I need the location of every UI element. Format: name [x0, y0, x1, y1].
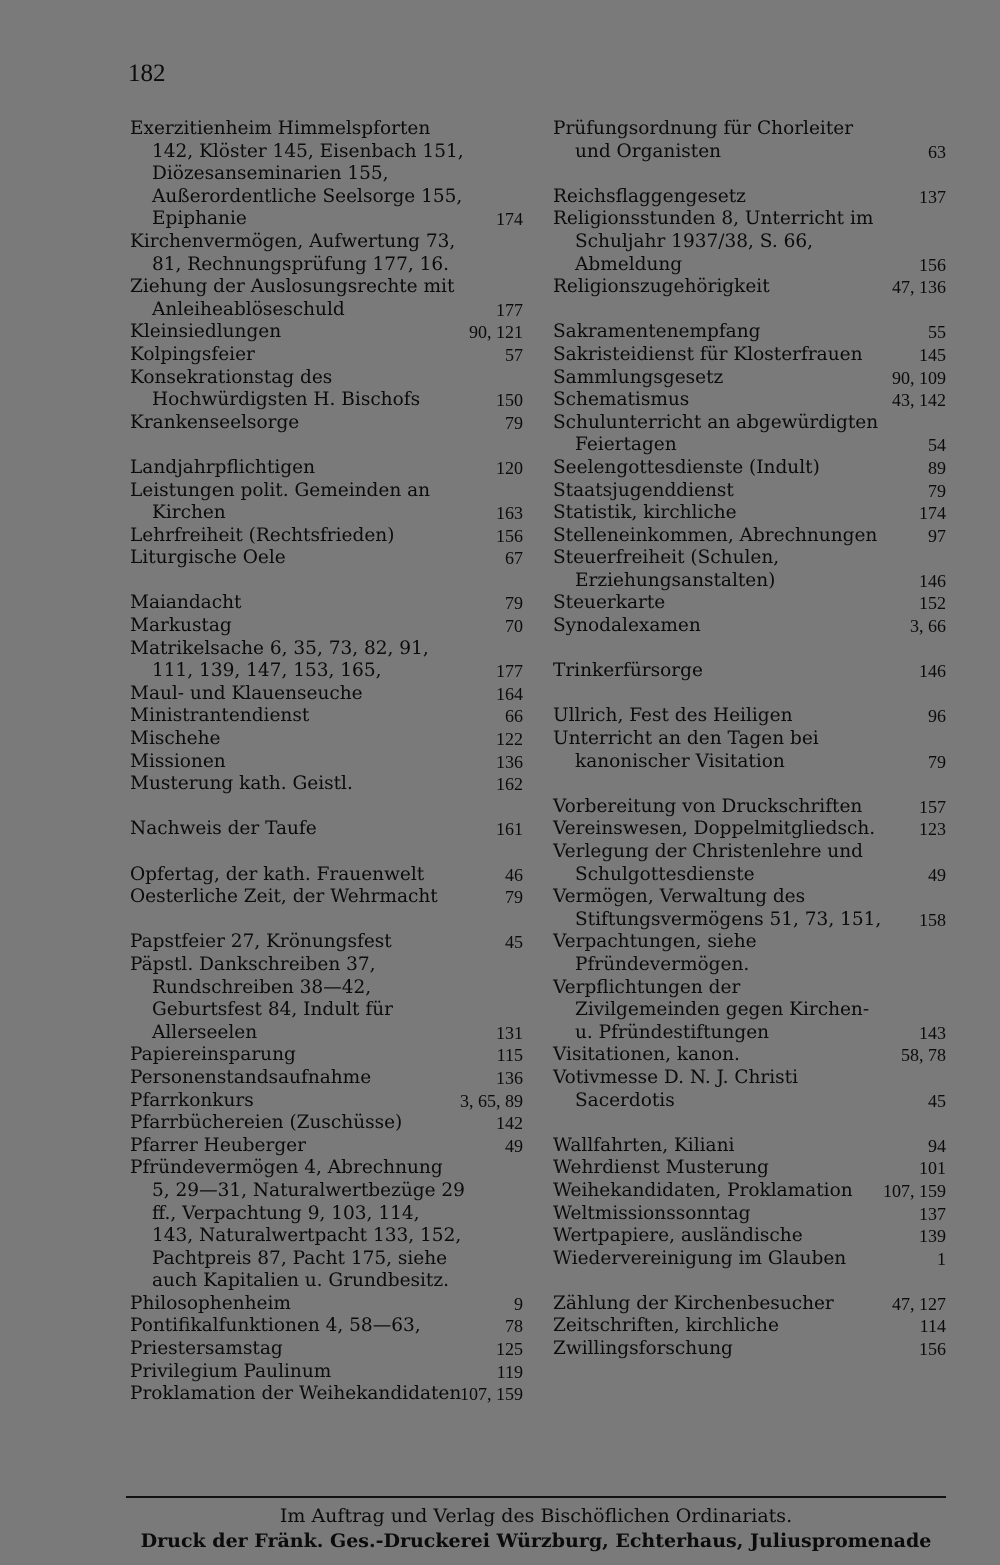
index-entry	[130, 1315, 523, 1338]
index-entry-term: Markustag	[130, 615, 232, 637]
index-entry-term: Wertpapiere, ausländische	[553, 1225, 803, 1247]
index-entry	[130, 818, 523, 841]
index-entry-term: Priestersamstag	[130, 1338, 283, 1360]
page-number: 182	[128, 60, 166, 87]
index-entry-pages: 67	[505, 548, 523, 569]
index-entry-term: Wallfahrten, Kiliani	[553, 1134, 735, 1156]
index-entry-pages: 163	[496, 503, 523, 524]
index-entry-term: Staatsjugenddienst	[553, 479, 734, 501]
index-entry-term: Ziehung der Auslosungsrechte mit Anleiheablöseschuld	[130, 276, 455, 320]
index-entry	[130, 1293, 523, 1316]
index-entry-pages: 94	[928, 1135, 946, 1156]
index-entry-term: Mischehe	[130, 728, 221, 750]
index-entry-pages: 114	[919, 1316, 946, 1337]
index-entry	[130, 638, 523, 683]
index-entry-term: Verpflichtungen der Zivilgemeinden gegen Kirchen- u. Pfründestiftungen	[553, 976, 870, 1043]
index-entry-term: Matrikelsache 6, 35, 73, 82, 91, 111, 139, 147, 153, 165,	[130, 637, 429, 682]
index-entry-pages: 78	[505, 1316, 523, 1337]
index-entry-term: Maiandacht	[130, 592, 242, 614]
index-gap	[553, 683, 946, 706]
index-entry	[130, 547, 523, 570]
index-entry-pages: 97	[928, 525, 946, 546]
index-entry-pages: 156	[496, 525, 523, 546]
index-entry	[130, 864, 523, 887]
index-entry	[130, 1338, 523, 1361]
index-entry-term: Privilegium Paulinum	[130, 1360, 332, 1382]
index-entry-term: Zählung der Kirchenbesucher	[553, 1292, 834, 1314]
index-gap	[553, 1270, 946, 1293]
index-entry-term: Pfarrer Heuberger	[130, 1134, 306, 1156]
index-entry	[553, 931, 946, 976]
index-entry	[130, 321, 523, 344]
footer-publisher-line: Im Auftrag und Verlag des Bischöflichen Ordinariats.	[279, 1505, 793, 1527]
index-entry-pages: 162	[496, 774, 523, 795]
index-entry-pages: 177	[496, 299, 523, 320]
index-entry-pages: 70	[505, 616, 523, 637]
index-entry-term: Maul- und Klauenseuche	[130, 682, 363, 704]
index-entry	[553, 276, 946, 299]
index-entry-pages: 164	[496, 683, 523, 704]
index-entry-pages: 90, 109	[892, 367, 946, 388]
index-entry	[553, 1248, 946, 1271]
index-entry-term: Lehrfreiheit (Rechtsfrieden)	[130, 524, 395, 546]
index-entry-pages: 49	[928, 864, 946, 885]
index-entry-pages: 156	[919, 1339, 946, 1360]
index-entry	[130, 480, 523, 525]
index-entry	[130, 773, 523, 796]
index-entry-pages: 107, 159	[883, 1180, 946, 1201]
index-entry	[553, 412, 946, 457]
index-entry	[553, 886, 946, 931]
index-entry-pages: 156	[919, 254, 946, 275]
index-entry-pages: 3, 66	[910, 616, 946, 637]
index-entry	[130, 592, 523, 615]
index-entry-pages: 79	[505, 887, 523, 908]
index-entry-term: Kolpingsfeier	[130, 343, 255, 365]
index-entry-pages: 57	[505, 344, 523, 365]
index-entry-pages: 107, 159	[460, 1384, 523, 1405]
index-entry-pages: 119	[496, 1361, 523, 1382]
index-entry-pages: 79	[928, 480, 946, 501]
index-entry-pages: 79	[928, 751, 946, 772]
index-entry-term: Prüfungsordnung für Chorleiter und Organisten	[553, 118, 854, 162]
index-entry	[553, 660, 946, 683]
index-entry-term: Kirchenvermögen, Aufwertung 73, 81, Rechnungsprüfung 177, 16.	[130, 230, 456, 275]
index-entry-term: Opfertag, der kath. Frauenwelt	[130, 863, 425, 885]
index-entry-pages: 1	[937, 1248, 946, 1269]
index-entry-term: Sammlungsgesetz	[553, 366, 724, 388]
index-entry-term: Statistik, kirchliche	[553, 502, 737, 524]
index-entry-term: Pontifikalfunktionen 4, 58—63,	[130, 1315, 421, 1337]
index-entry-term: Reichsflaggengesetz	[553, 185, 746, 207]
index-entry-term: Papiereinsparung	[130, 1044, 296, 1066]
index-entry-pages: 143	[919, 1022, 946, 1043]
index-entry-term: Verlegung der Christenlehre und Schulgottesdienste	[553, 841, 863, 885]
index-entry	[553, 1293, 946, 1316]
index-entry-term: Konsekrationstag des Hochwürdigsten H. Bischofs	[130, 366, 421, 411]
index-entry-term: Pfarrkonkurs	[130, 1089, 254, 1111]
index-entry	[130, 231, 523, 276]
index-entry-term: Pfründevermögen 4, Abrechnung 5, 29—31, Naturalwertbezüge 29 ff., Verpachtung 9, 103, 114, 143, Naturalwertpacht 133, 152, Pachtpreis 87, Pacht 175, siehe auch Kapitalien u. Grundbesitz.	[130, 1157, 465, 1292]
index-entry-pages: 46	[505, 864, 523, 885]
index-entry-pages: 174	[496, 209, 523, 230]
index-entry-term: Trinkerfürsorge	[553, 660, 703, 682]
index-entry-term: Vereinswesen, Doppelmitgliedsch.	[553, 818, 876, 840]
index-entry-pages: 45	[505, 932, 523, 953]
index-entry-term: Steuerfreiheit (Schulen, Erziehungsanstalten)	[553, 547, 780, 591]
index-entry-term: Pfarrbüchereien (Zuschüsse)	[130, 1112, 403, 1134]
index-entry-term: Schematismus	[553, 389, 690, 411]
index-entry-term: Musterung kath. Geistl.	[130, 773, 353, 795]
index-entry	[130, 1067, 523, 1090]
index-gap	[130, 570, 523, 593]
index-entry-pages: 131	[496, 1022, 523, 1043]
index-entry	[130, 367, 523, 412]
index-entry	[130, 118, 523, 231]
index-entry-term: Religionsstunden 8, Unterricht im Schuljahr 1937/38, S. 66, Abmeldung	[553, 208, 874, 275]
index-entry-pages: 47, 127	[892, 1293, 946, 1314]
index-entry	[553, 547, 946, 592]
index-entry-pages: 125	[496, 1339, 523, 1360]
index-entry-pages: 161	[496, 819, 523, 840]
index-entry	[130, 728, 523, 751]
index-gap	[130, 909, 523, 932]
index-entry	[130, 1090, 523, 1113]
index-entry-pages: 152	[919, 593, 946, 614]
index-entry	[130, 412, 523, 435]
index-entry	[130, 705, 523, 728]
index-entry-term: Oesterliche Zeit, der Wehrmacht	[130, 886, 438, 908]
index-entry-term: Philosophenheim	[130, 1292, 291, 1314]
index-entry	[553, 1338, 946, 1361]
index-entry-term: Exerzitienheim Himmelspforten 142, Klöster 145, Eisenbach 151, Diözesanseminarien 155, Außerordentliche Seelsorge 155, Epiphanie	[130, 118, 464, 230]
index-entry-term: Vorbereitung von Druckschriften	[553, 795, 863, 817]
index-entry-term: Krankenseelsorge	[130, 411, 300, 433]
index-entry	[130, 886, 523, 909]
index-entry	[130, 1383, 523, 1406]
index-entry-pages: 142	[496, 1113, 523, 1134]
index-entry-pages: 79	[505, 412, 523, 433]
index-entry-pages: 158	[919, 909, 946, 930]
index-entry-term: Unterricht an den Tagen bei kanonischer Visitation	[553, 728, 819, 772]
index-entry	[553, 186, 946, 209]
index-entry	[130, 683, 523, 706]
index-entry-pages: 45	[928, 1090, 946, 1111]
index-entry-pages: 79	[505, 593, 523, 614]
index-entry-term: Sakramentenempfang	[553, 321, 761, 343]
index-entry	[130, 1112, 523, 1135]
index-entry-pages: 115	[496, 1045, 523, 1066]
index-entry-term: Verpachtungen, siehe Pfründevermögen.	[553, 931, 757, 975]
index-entry-pages: 101	[919, 1158, 946, 1179]
index-entry-pages: 137	[919, 1203, 946, 1224]
index-entry	[553, 728, 946, 773]
index-entry	[130, 525, 523, 548]
index-entry-term: Schulunterricht an abgewürdigten Feiertagen	[553, 411, 879, 456]
index-entry-term: Leistungen polit. Gemeinden an Kirchen	[130, 479, 431, 524]
index-entry-term: Stelleneinkommen, Abrechnungen	[553, 524, 878, 546]
index-entry	[130, 1135, 523, 1158]
index-entry-term: Missionen	[130, 750, 226, 772]
index-gap	[553, 638, 946, 661]
index-entry	[130, 457, 523, 480]
index-entry	[553, 118, 946, 163]
index-entry-term: Liturgische Oele	[130, 547, 286, 569]
index-entry-pages: 177	[496, 661, 523, 682]
index-entry-pages: 9	[514, 1293, 523, 1314]
index-entry-pages: 145	[919, 344, 946, 365]
index-entry-term: Synodalexamen	[553, 615, 701, 637]
index-entry	[553, 1044, 946, 1067]
index-entry	[553, 977, 946, 1045]
index-entry-pages: 66	[505, 706, 523, 727]
index-entry	[130, 1157, 523, 1293]
index-entry	[130, 276, 523, 321]
index-entry-term: Weihekandidaten, Proklamation	[553, 1179, 853, 1201]
index-entry	[553, 1225, 946, 1248]
index-entry-term: Weltmissionssonntag	[553, 1202, 751, 1224]
index-entry-pages: 96	[928, 706, 946, 727]
index-gap	[130, 841, 523, 864]
index-entry	[553, 480, 946, 503]
index-entry	[130, 344, 523, 367]
index-entry-pages: 122	[496, 729, 523, 750]
index-entry	[130, 751, 523, 774]
index-gap	[553, 299, 946, 322]
index-entry	[553, 1203, 946, 1226]
index-entry-term: Ullrich, Fest des Heiligen	[553, 705, 793, 727]
index-column-right	[553, 118, 946, 1361]
index-entry-pages: 54	[928, 435, 946, 456]
index-entry-term: Nachweis der Taufe	[130, 818, 317, 840]
index-entry-term: Religionszugehörigkeit	[553, 276, 770, 298]
index-entry-term: Seelengottesdienste (Indult)	[553, 456, 820, 478]
index-entry	[553, 344, 946, 367]
index-entry-term: Steuerkarte	[553, 592, 666, 614]
index-entry	[553, 457, 946, 480]
index-entry-pages: 89	[928, 457, 946, 478]
index-entry-term: Visitationen, kanon.	[553, 1044, 740, 1066]
index-entry-pages: 49	[505, 1135, 523, 1156]
index-entry	[553, 208, 946, 276]
index-entry	[130, 931, 523, 954]
index-entry-pages: 63	[928, 141, 946, 162]
index-entry-pages: 55	[928, 322, 946, 343]
index-gap	[553, 773, 946, 796]
index-entry-term: Zwillingsforschung	[553, 1338, 733, 1360]
index-entry-term: Wehrdienst Musterung	[553, 1157, 769, 1179]
index-entry	[553, 389, 946, 412]
index-entry-term: Vermögen, Verwaltung des Stiftungsvermögens 51, 73, 151,	[553, 886, 882, 930]
index-entry	[130, 954, 523, 1044]
index-entry-term: Ministrantendienst	[130, 705, 310, 727]
index-entry	[130, 1044, 523, 1067]
index-entry	[130, 1361, 523, 1384]
index-gap	[130, 796, 523, 819]
index-entry	[553, 818, 946, 841]
index-entry-term: Kleinsiedlungen	[130, 321, 282, 343]
index-entry-term: Wiedervereinigung im Glauben	[553, 1247, 847, 1269]
index-entry	[553, 841, 946, 886]
index-entry	[553, 615, 946, 638]
index-entry-pages: 136	[496, 751, 523, 772]
index-entry	[553, 525, 946, 548]
index-entry	[553, 1135, 946, 1158]
index-entry-term: Proklamation der Weihekandidaten	[130, 1383, 462, 1405]
index-entry-pages: 150	[496, 390, 523, 411]
index-entry-pages: 146	[919, 661, 946, 682]
index-entry	[553, 1157, 946, 1180]
index-gap	[553, 1112, 946, 1135]
index-entry	[553, 1315, 946, 1338]
index-entry	[553, 1067, 946, 1112]
index-entry-term: Sakristeidienst für Klosterfrauen	[553, 343, 863, 365]
index-entry-term: Päpstl. Dankschreiben 37, Rundschreiben 38—42, Geburtsfest 84, Indult für Allerseelen	[130, 953, 393, 1043]
index-entry-term: Personenstandsaufnahme	[130, 1066, 372, 1088]
index-entry-term: Votivmesse D. N. J. Christi Sacerdotis	[553, 1066, 799, 1111]
footer-printer-line: Druck der Fränk. Ges.-Druckerei Würzburg, Echterhaus, Juliuspromenade	[140, 1530, 932, 1552]
index-entry-term: Papstfeier 27, Krönungsfest	[130, 931, 392, 953]
index-entry-term: Landjahrpflichtigen	[130, 456, 316, 478]
index-entry	[553, 1180, 946, 1203]
index-entry-pages: 43, 142	[892, 390, 946, 411]
index-entry	[553, 796, 946, 819]
index-entry-pages: 174	[919, 503, 946, 524]
index-entry-pages: 47, 136	[892, 277, 946, 298]
index-entry	[130, 615, 523, 638]
index-entry-pages: 90, 121	[469, 322, 523, 343]
index-entry-pages: 146	[919, 570, 946, 591]
index-entry-pages: 120	[496, 457, 523, 478]
index-entry	[553, 502, 946, 525]
footer-divider	[126, 1496, 946, 1498]
index-entry	[553, 705, 946, 728]
index-entry-pages: 136	[496, 1067, 523, 1088]
index-entry-term: Zeitschriften, kirchliche	[553, 1315, 779, 1337]
index-entry	[553, 367, 946, 390]
index-entry-pages: 58, 78	[901, 1045, 946, 1066]
index-entry-pages: 137	[919, 186, 946, 207]
index-entry-pages: 139	[919, 1226, 946, 1247]
index-gap	[130, 434, 523, 457]
index-entry	[553, 592, 946, 615]
index-gap	[553, 163, 946, 186]
index-column-left	[130, 118, 523, 1406]
index-entry-pages: 123	[919, 819, 946, 840]
index-entry-pages: 3, 65, 89	[460, 1090, 523, 1111]
index-entry-pages: 157	[919, 796, 946, 817]
index-entry	[553, 321, 946, 344]
